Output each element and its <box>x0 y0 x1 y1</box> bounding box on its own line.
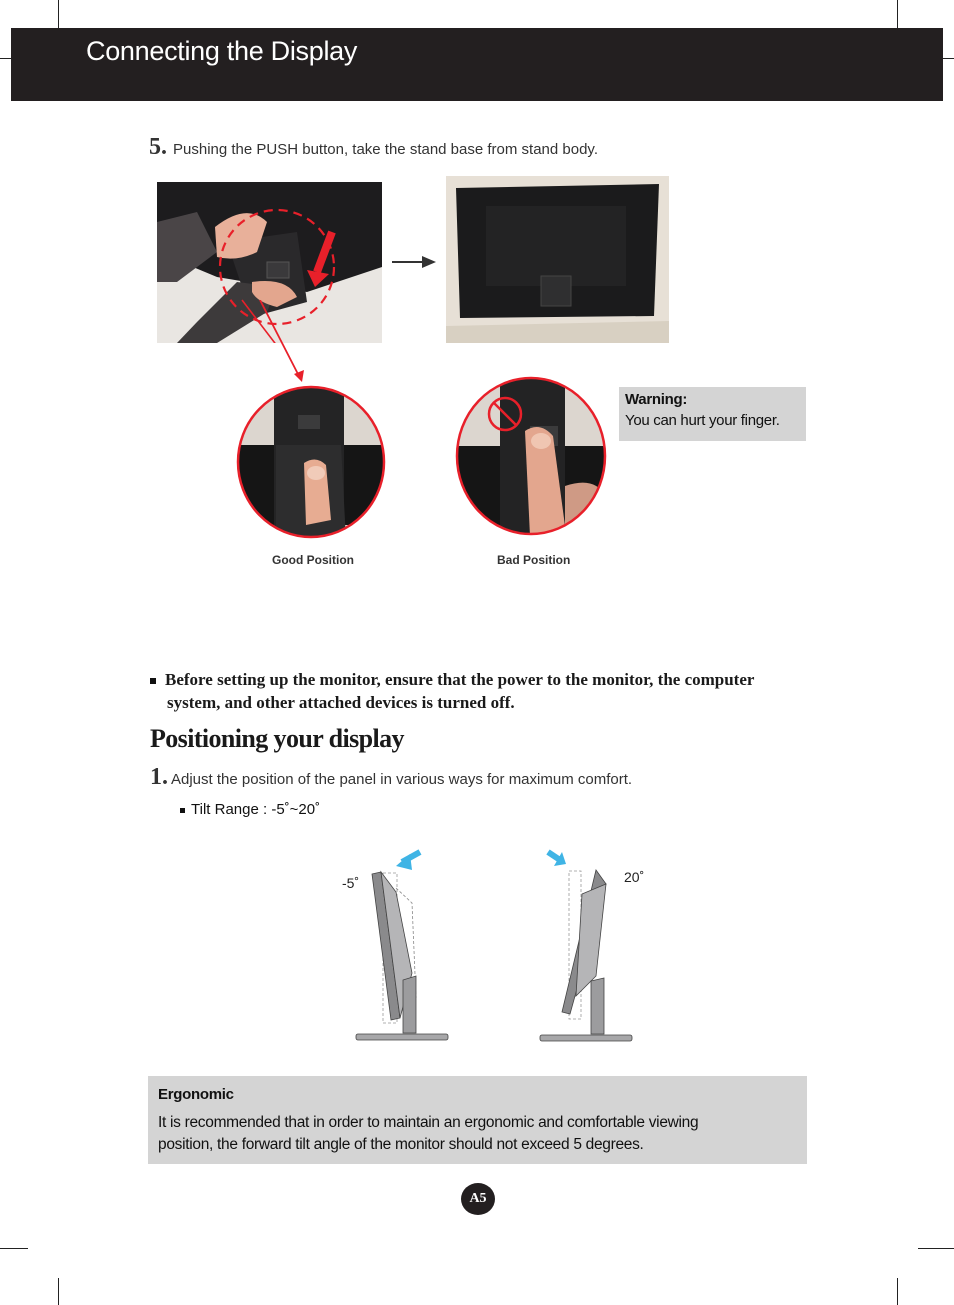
step-text: Adjust the position of the panel in various ways for maximum comfort. <box>171 771 633 788</box>
warning-text: You can hurt your finger. <box>625 412 780 429</box>
good-position-illustration <box>236 385 386 540</box>
stand-removed-illustration <box>446 176 669 343</box>
bad-position-caption: Bad Position <box>497 553 571 567</box>
callout-pointer <box>255 300 315 390</box>
bullet-icon <box>180 808 185 813</box>
arrow-backward-icon <box>548 852 566 866</box>
arrow-forward-icon <box>396 852 420 870</box>
backward-tilt-diagram <box>536 846 636 1044</box>
arrow-right-icon <box>392 255 436 269</box>
step-number: 1. <box>150 764 168 790</box>
ergonomic-line-2: position, the forward tilt angle of the monitor should not exceed 5 degrees. <box>158 1136 644 1153</box>
bad-position-illustration <box>455 376 607 538</box>
step-5 <box>149 134 598 161</box>
ergonomic-title: Ergonomic <box>158 1086 234 1103</box>
section-title: Positioning your display <box>150 724 404 753</box>
ergonomic-line-1: It is recommended that in order to maintain an ergonomic and comfortable viewing <box>158 1114 699 1131</box>
forward-angle-label: -5˚ <box>342 875 360 891</box>
crop-mark <box>58 1278 59 1305</box>
tilt-value: -5˚~20˚ <box>271 801 321 818</box>
page-title: Connecting the Display <box>86 36 358 66</box>
backward-angle-label: 20˚ <box>624 869 645 885</box>
step-text: Pushing the PUSH button, take the stand base from stand body. <box>173 141 598 158</box>
crop-mark <box>918 1248 954 1249</box>
power-off-notice <box>150 668 810 714</box>
notice-line-2: system, and other attached devices is turned off. <box>167 693 515 712</box>
tilt-range <box>180 801 320 818</box>
crop-mark <box>0 1248 28 1249</box>
good-position-caption: Good Position <box>272 553 354 567</box>
warning-callout <box>619 387 806 441</box>
tilt-label: Tilt Range : <box>191 801 268 818</box>
notice-line-1: Before setting up the monitor, ensure that the power to the monitor, the computer <box>165 670 755 689</box>
crop-mark <box>0 58 11 59</box>
step-number: 5. <box>149 134 167 160</box>
page-number-badge: A5 <box>461 1183 495 1215</box>
warning-title: Warning: <box>625 391 688 408</box>
bullet-icon <box>150 678 156 684</box>
photo-stand-removed <box>446 176 669 343</box>
forward-tilt-diagram <box>352 848 452 1044</box>
ergonomic-note <box>148 1076 807 1164</box>
crop-mark <box>58 0 59 28</box>
crop-mark <box>897 1278 898 1305</box>
crop-mark <box>897 0 898 28</box>
crop-mark <box>943 58 954 59</box>
step-1 <box>150 764 632 791</box>
